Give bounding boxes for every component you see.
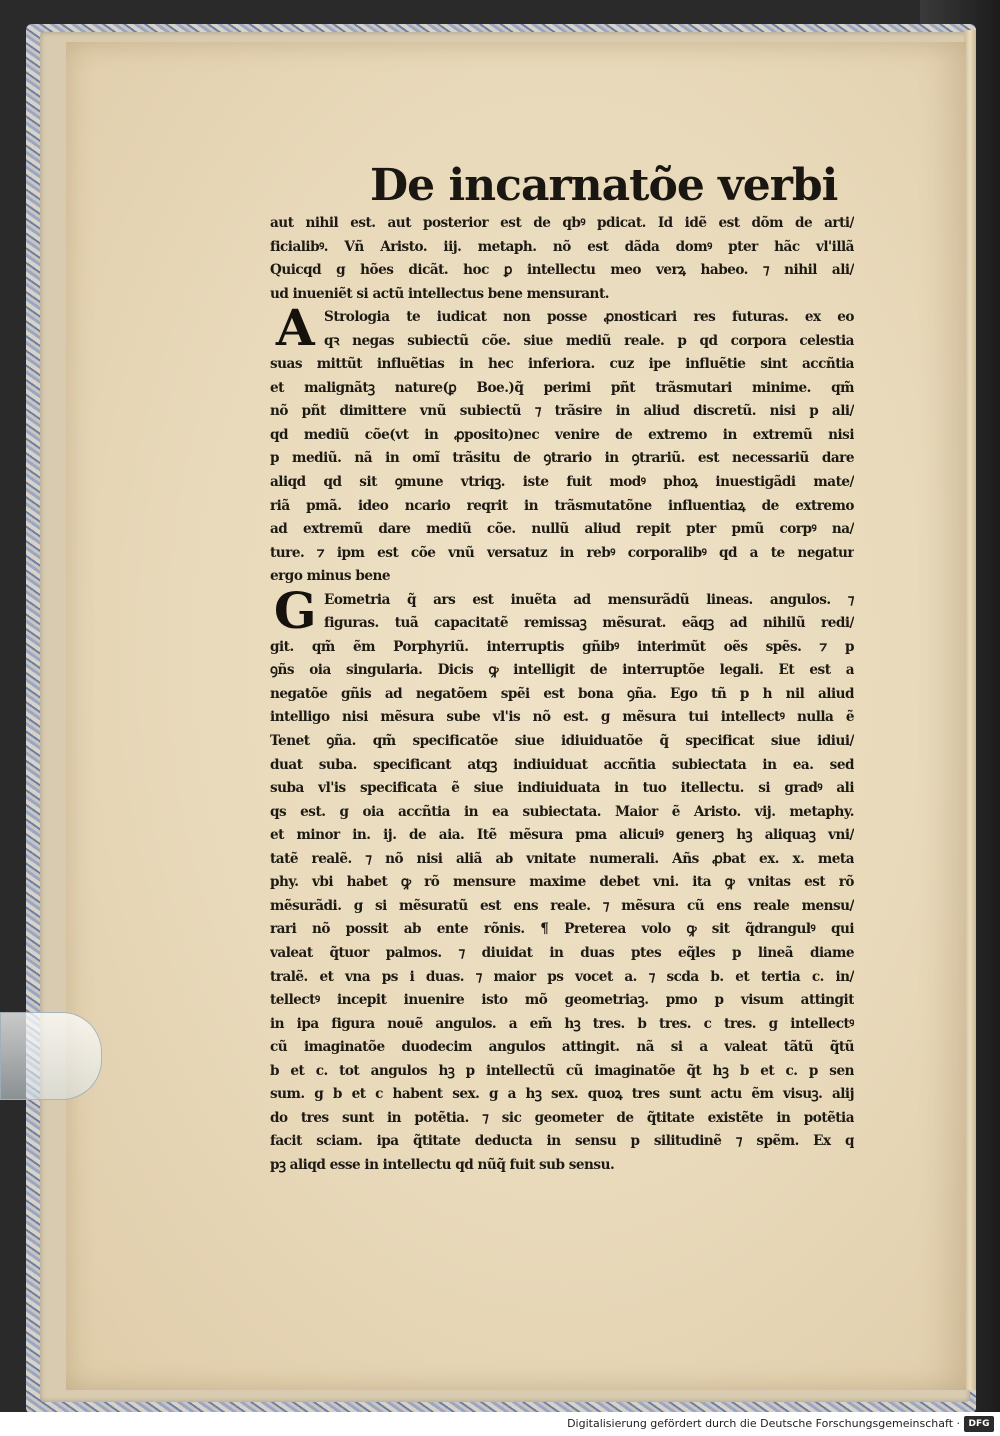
text-line: p mediũ. nã in omĩ trãsitu de ꝯtrario in ꝯtrariũ. est necessariũ dare	[270, 450, 854, 467]
body-text	[270, 212, 854, 1177]
text-line: suba vl'is specificata ẽ siue indiuiduata in tuo itellectu. si gradꝰ ali	[270, 780, 854, 797]
dfg-logo: DFG	[964, 1416, 994, 1432]
decorated-initial-a: A	[275, 298, 315, 357]
text-line: do tres sunt in potẽtia. ⁊ sic geometer de q̃titate existẽte in potẽtia	[270, 1109, 854, 1126]
text-line: aut nihil est. aut posterior est de qbꝰ pdicat. Id idẽ est dõm de arti/	[270, 215, 854, 231]
text-line: qꝛ negas subiectũ cõe. siue mediũ reale. p qd corpora celestia	[324, 332, 854, 349]
text-line: nõ pñt dimittere vnũ subiectũ ⁊ trãsire in aliud discretũ. nisi p ali/	[270, 403, 854, 420]
text-line: et minor in. ij. de aia. Itẽ mẽsura pma alicuiꝰ generꝫ hꝫ aliquaꝫ vni/	[270, 827, 854, 844]
text-line: tatẽ realẽ. ⁊ nõ nisi aliã ab vnitate numerali. Añs ꝓbat ex. x. meta	[270, 850, 854, 867]
text-line: phy. vbi habet ꝙ rõ mensure maxime debet vni. ita ꝙ vnitas est rõ	[270, 874, 854, 891]
text-line: qd mediũ cõe(vt in ꝓposito)nec venire de extremo in extremũ nisi	[270, 426, 854, 443]
footer-bar	[0, 1412, 1000, 1436]
text-line: facit sciam. ipa q̃titate deducta in sensu p silitudinẽ ⁊ spẽm. Ex q	[270, 1133, 854, 1150]
text-line: b et c. tot angulos hꝫ p intellectũ cũ imaginatõe q̃t hꝫ b et c. p sen	[270, 1062, 854, 1079]
page-clip	[0, 1012, 102, 1100]
text-line: ture. ⁊ ipm est cõe vnũ versatuz in rebꝰ corporalibꝰ qd a te negatur	[270, 544, 854, 561]
funding-credit: Digitalisierung gefördert durch die Deutsche Forschungsgemeinschaft ·	[567, 1417, 960, 1430]
text-line: intelligo nisi mẽsura sube vl'is nõ est. g mẽsura tui intellectꝰ nulla ẽ	[270, 709, 854, 726]
text-line: figuras. tuã capacitatẽ remissaꝫ mẽsurat. eãqꝫ ad nihilũ redi/	[324, 615, 854, 632]
text-line: tellectꝰ incepit inuenire isto mõ geometriaꝫ. pmo p visum attingit	[270, 992, 854, 1009]
text-line: sum. g b et c habent sex. g a hꝫ sex. quoꝝ tres sunt actu ẽm visuꝫ. alij	[270, 1086, 854, 1103]
text-line: ud inueniẽt si actũ intellectus bene mensurant.	[270, 285, 609, 302]
text-line: rari nõ possit ab ente rõnis. ¶ Preterea volo ꝙ sit q̃drangulꝰ qui	[270, 921, 854, 938]
text-line: tralẽ. et vna ps i duas. ⁊ maior ps vocet a. ⁊ scda b. et tertia c. in/	[270, 968, 854, 985]
text-line: ꝯñs oia singularia. Dicis ꝙ intelligit de interruptõe legali. Et est a	[270, 662, 854, 679]
text-line: Strologia te iudicat non posse ꝓnosticari res futuras. ex eo	[324, 309, 854, 326]
text-line: cũ imaginatõe duodecim angulos attingit. nã si a valeat tãtũ q̃tũ	[270, 1039, 854, 1056]
text-line: Eometria q̃ ars est inuẽta ad mensurãdũ lineas. angulos. ⁊	[324, 591, 854, 608]
text-line: Tenet ꝯña. qm̃ specificatõe siue idiuiduatõe q̃ specificat siue idiui/	[270, 733, 854, 750]
text-line: duat suba. specificant atqꝫ indiuiduat accñtia subiectata in ea. sed	[270, 756, 854, 773]
text-line: git. qm̃ ẽm Porphyriũ. interruptis gñibꝰ interimũt oẽs spẽs. ⁊ p	[270, 638, 854, 655]
text-line: ficialibꝰ. Vñ Aristo. iij. metaph. nõ est dãda domꝰ pter hãc vl'illã	[270, 238, 854, 255]
text-line: Quicqd g hões dicãt. hoc ꝑ intellectu meo verꝝ habeo. ⁊ nihil ali/	[270, 262, 854, 279]
decorated-initial-g: G	[273, 581, 317, 640]
text-line: et malignãtꝫ nature(ꝑ Boe.)q̃ perimi pñt trãsmutari minime. qm̃	[270, 379, 854, 396]
text-line: qs est. g oia accñtia in ea subiectata. Maior ẽ Aristo. vij. metaphy.	[270, 803, 854, 820]
text-line: valeat q̃tuor palmos. ⁊ diuidat in duas ptes eq̃les p lineã diame	[270, 944, 854, 961]
text-line: negatõe gñis ad negatõem spẽi est bona ꝯña. Ego tñ p h nil aliud	[270, 685, 854, 702]
text-line: riã pmã. ideo ncario reqrit in trãsmutatõne influentiaꝝ de extremo	[270, 497, 854, 514]
text-line: ad extremũ dare mediũ cõe. nullũ aliud repit pter pmũ corpꝰ na/	[270, 521, 854, 538]
text-line: aliqd qd sit ꝯmune vtriqꝫ. iste fuit modꝰ phoꝝ inuestigãdi mate/	[270, 474, 854, 491]
text-line: mẽsurãdi. g si mẽsuratũ est ens reale. ⁊ mẽsura cũ ens reale mensu/	[270, 897, 854, 914]
page-heading: De incarnatõe verbi	[370, 160, 838, 211]
text-line: pꝫ aliqd esse in intellectu qd nũq̃ fuit sub sensu.	[270, 1156, 615, 1173]
text-line: suas mittũt influẽtias in hec inferiora. cuz ipe influẽtie sint accñtia	[270, 356, 854, 373]
text-line: ergo minus bene	[270, 568, 391, 585]
text-line: in ipa figura nouẽ angulos. a em̃ hꝫ tres. b tres. c tres. g intellectꝰ	[270, 1015, 854, 1032]
